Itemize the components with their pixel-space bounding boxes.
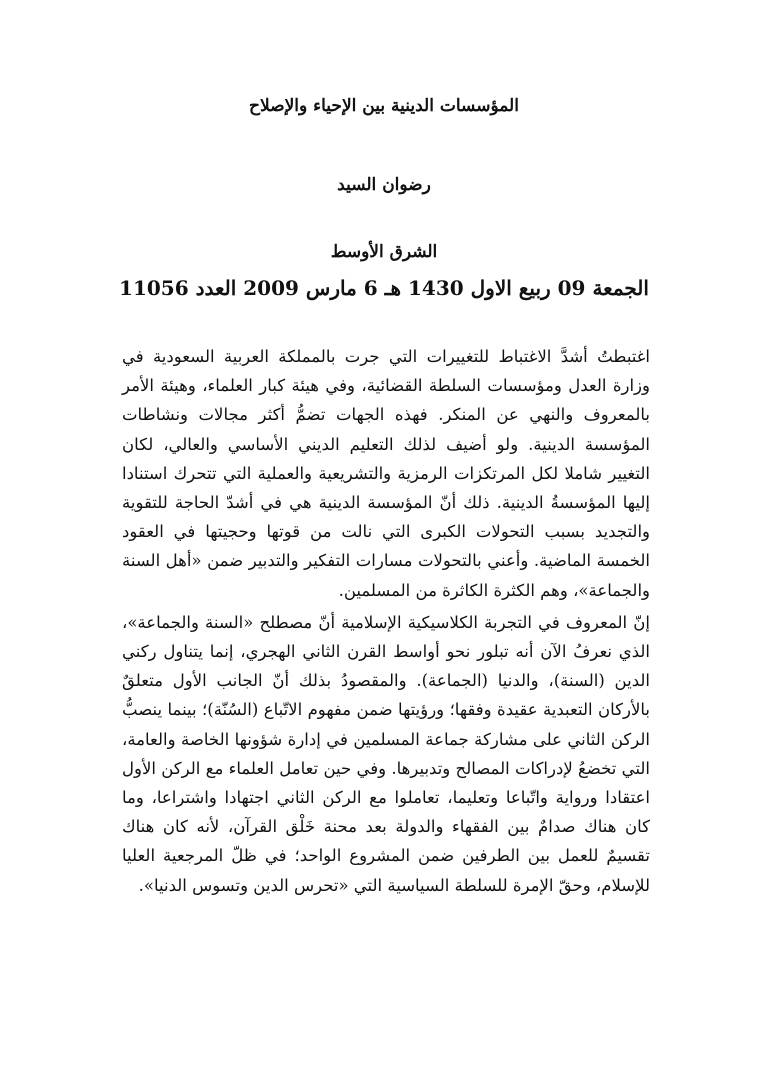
publication-dateline: الجمعة 09 ربيع الاول 1430 هـ 6 مارس 2009 العدد 11056 <box>119 276 649 300</box>
paragraph-1: اغتبطتُ أشدَّ الاغتباط للتغييرات التي جرت بالمملكة العربية السعودية في وزارة العدل ومؤسسات السلطة القضائية، وفي هيئة كبار العلماء، وهيئة الأمر بالمعروف والنهي عن المنكر. فهذه الجهات تضمُّ أكثر مجالات ونشاطات المؤسسة الدينية. ولو أضيف لذلك التعليم الديني الأساسي والعالي، لكان التغيير شاملا لكل المرتكزات الرمزية والتشريعية والعملية التي تتحرك استنادا إليها المؤسسةُ الدينية. ذلك أنّ المؤسسة الدينية هي في أشدّ الحاجة للتقوية والتجديد بسبب التحولات الكبرى التي نالت من قوتها وحجيتها في العقود الخمسة الماضية. وأعني بالتحولات مسارات التفكير والتدبير ضمن «أهل السنة والجماعة»، وهم الكثرة الكاثرة من المسلمين. <box>122 347 650 600</box>
paragraph-2: إنّ المعروف في التجربة الكلاسيكية الإسلامية أنّ مصطلح «السنة والجماعة»، الذي نعرفُ الآن أنه تبلور نحو أواسط القرن الثاني الهجري، إنما يتناول ركني الدين (السنة)، والدنيا (الجماعة). والمقصودُ بذلك أنّ الجانب الأول متعلقٌ بالأركان التعبدية عقيدة وفقها؛ ورؤيتها ضمن مفهوم الاتّباع (السُنّة)؛ بينما ينصبُّ الركن الثاني على مشاركة جماعة المسلمين في إدارة شؤونها الخاصة والعامة، التي تخضعُ لإدراكات المصالح وتدبيرها. وفي حين تعامل العلماء مع الركن الأول اعتقادا ورواية واتّباعا وتعليما، تعاملوا مع الركن الثاني اجتهادا واشتراعا، وما كان هناك صدامٌ بين الفقهاء والدولة بعد محنة خَلْق القرآن، لأنه كان هناك تقسيمٌ للعمل بين الطرفين ضمن المشروع الواحد؛ في ظلّ المرجعية العليا للإسلام، وحقّ الإمرة للسلطة السياسية التي «تحرس الدين وتسوس الدنيا». <box>122 612 650 895</box>
publication-name: الشرق الأوسط <box>330 242 438 262</box>
author-name: رضوان السيد <box>337 175 431 195</box>
article-title: المؤسسات الدينية بين الإحياء والإصلاح <box>249 96 519 116</box>
article-body <box>122 342 650 900</box>
